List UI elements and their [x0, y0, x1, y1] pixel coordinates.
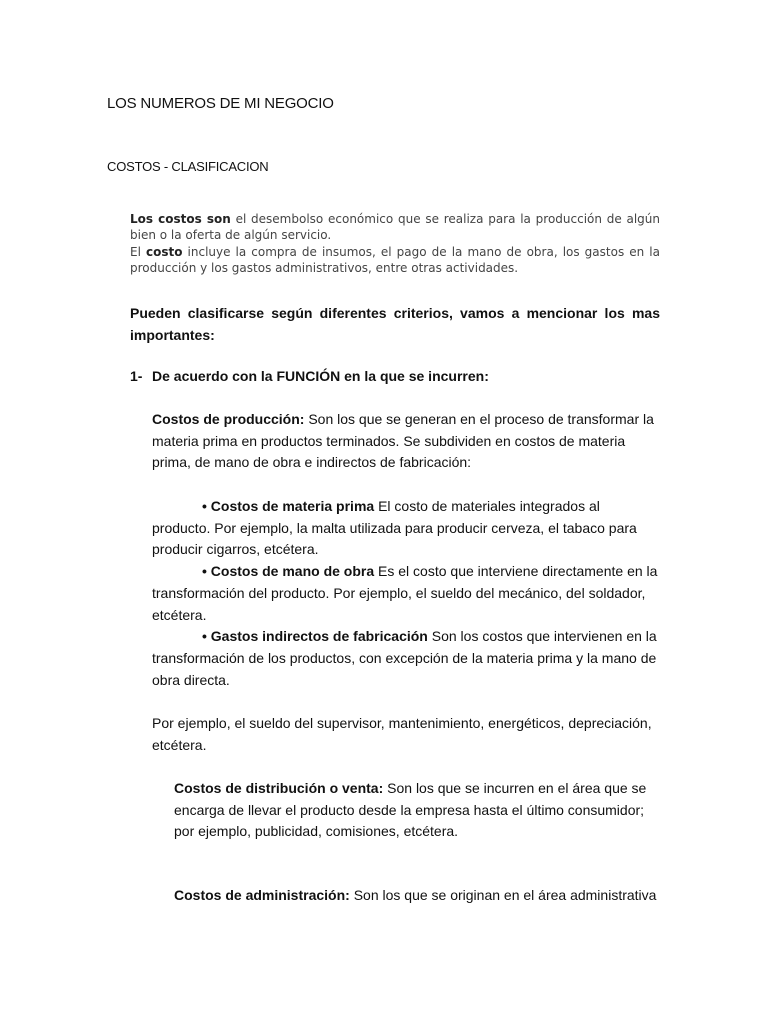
bullet-text: Es el costo que interviene directamente en la transformación del producto. Por ejemplo, el sueldo del mecánico, del soldador, etcétera.	[152, 563, 658, 623]
bullet-label: • Gastos indirectos de fabricación	[202, 628, 428, 645]
list-item-number: 1-	[130, 368, 143, 384]
bullet-label: • Costos de materia prima	[202, 498, 375, 514]
produccion-paragraph	[152, 409, 662, 474]
distribucion-label: Costos de distribución o venta:	[174, 780, 384, 796]
bullet-materia-prima	[152, 496, 662, 561]
intro-text-3: incluye la compra de insumos, el pago de la mano de obra, los gastos en la producción y los gastos administrativos, entre otras actividades.	[130, 244, 660, 275]
intro-text-2: El	[130, 244, 146, 259]
bullet-text: El costo de materiales integrados al producto. Por ejemplo, la malta utilizada para producir cerveza, el tabaco para producir cigarros, etcétera.	[152, 498, 637, 558]
ejemplo-paragraph: Por ejemplo, el sueldo del supervisor, mantenimiento, energéticos, depreciación, etcétera.	[152, 715, 652, 753]
lead-paragraph: Pueden clasificarse según diferentes criterios, vamos a mencionar los mas importantes:	[130, 305, 660, 343]
intro-bold-2: costo	[145, 244, 183, 259]
bullet-text: Son los costos que intervienen en la transformación de los productos, con excepción de la materia prima y la mano de obra directa.	[152, 628, 657, 688]
section-subtitle: COSTOS - CLASIFICACION	[107, 159, 269, 174]
produccion-label: Costos de producción:	[152, 411, 305, 427]
list-item-1	[130, 368, 489, 384]
intro-text-1: el desembolso económico que se realiza para la producción de algún bien o la oferta de algún servicio.	[130, 212, 661, 243]
bullet-gastos-indirectos	[152, 626, 662, 691]
cost-bullet-list	[152, 496, 662, 691]
administracion-text: Son los que se originan en el área administrativa	[349, 887, 657, 903]
distribucion-text: Son los que se incurren en el área que se encarga de llevar el producto desde la empresa hasta el último consumidor; por ejemplo, publicidad, comisiones, etcétera.	[174, 780, 647, 840]
bullet-mano-de-obra	[152, 561, 662, 626]
page-title: LOS NUMEROS DE MI NEGOCIO	[107, 95, 334, 112]
administracion-paragraph	[174, 885, 664, 907]
bullet-label: • Costos de mano de obra	[202, 563, 375, 580]
distribucion-paragraph	[174, 778, 664, 843]
produccion-text: Son los que se generan en el proceso de transformar la materia prima en productos terminados. Se subdividen en costos de materia prima, de mano de obra e indirectos de fabricación:	[152, 411, 654, 471]
administracion-label: Costos de administración:	[174, 887, 350, 903]
intro-bold-1: Los costos son	[130, 212, 231, 226]
list-item-text: De acuerdo con la FUNCIÓN en la que se incurren:	[152, 368, 489, 384]
intro-paragraph	[130, 211, 660, 276]
